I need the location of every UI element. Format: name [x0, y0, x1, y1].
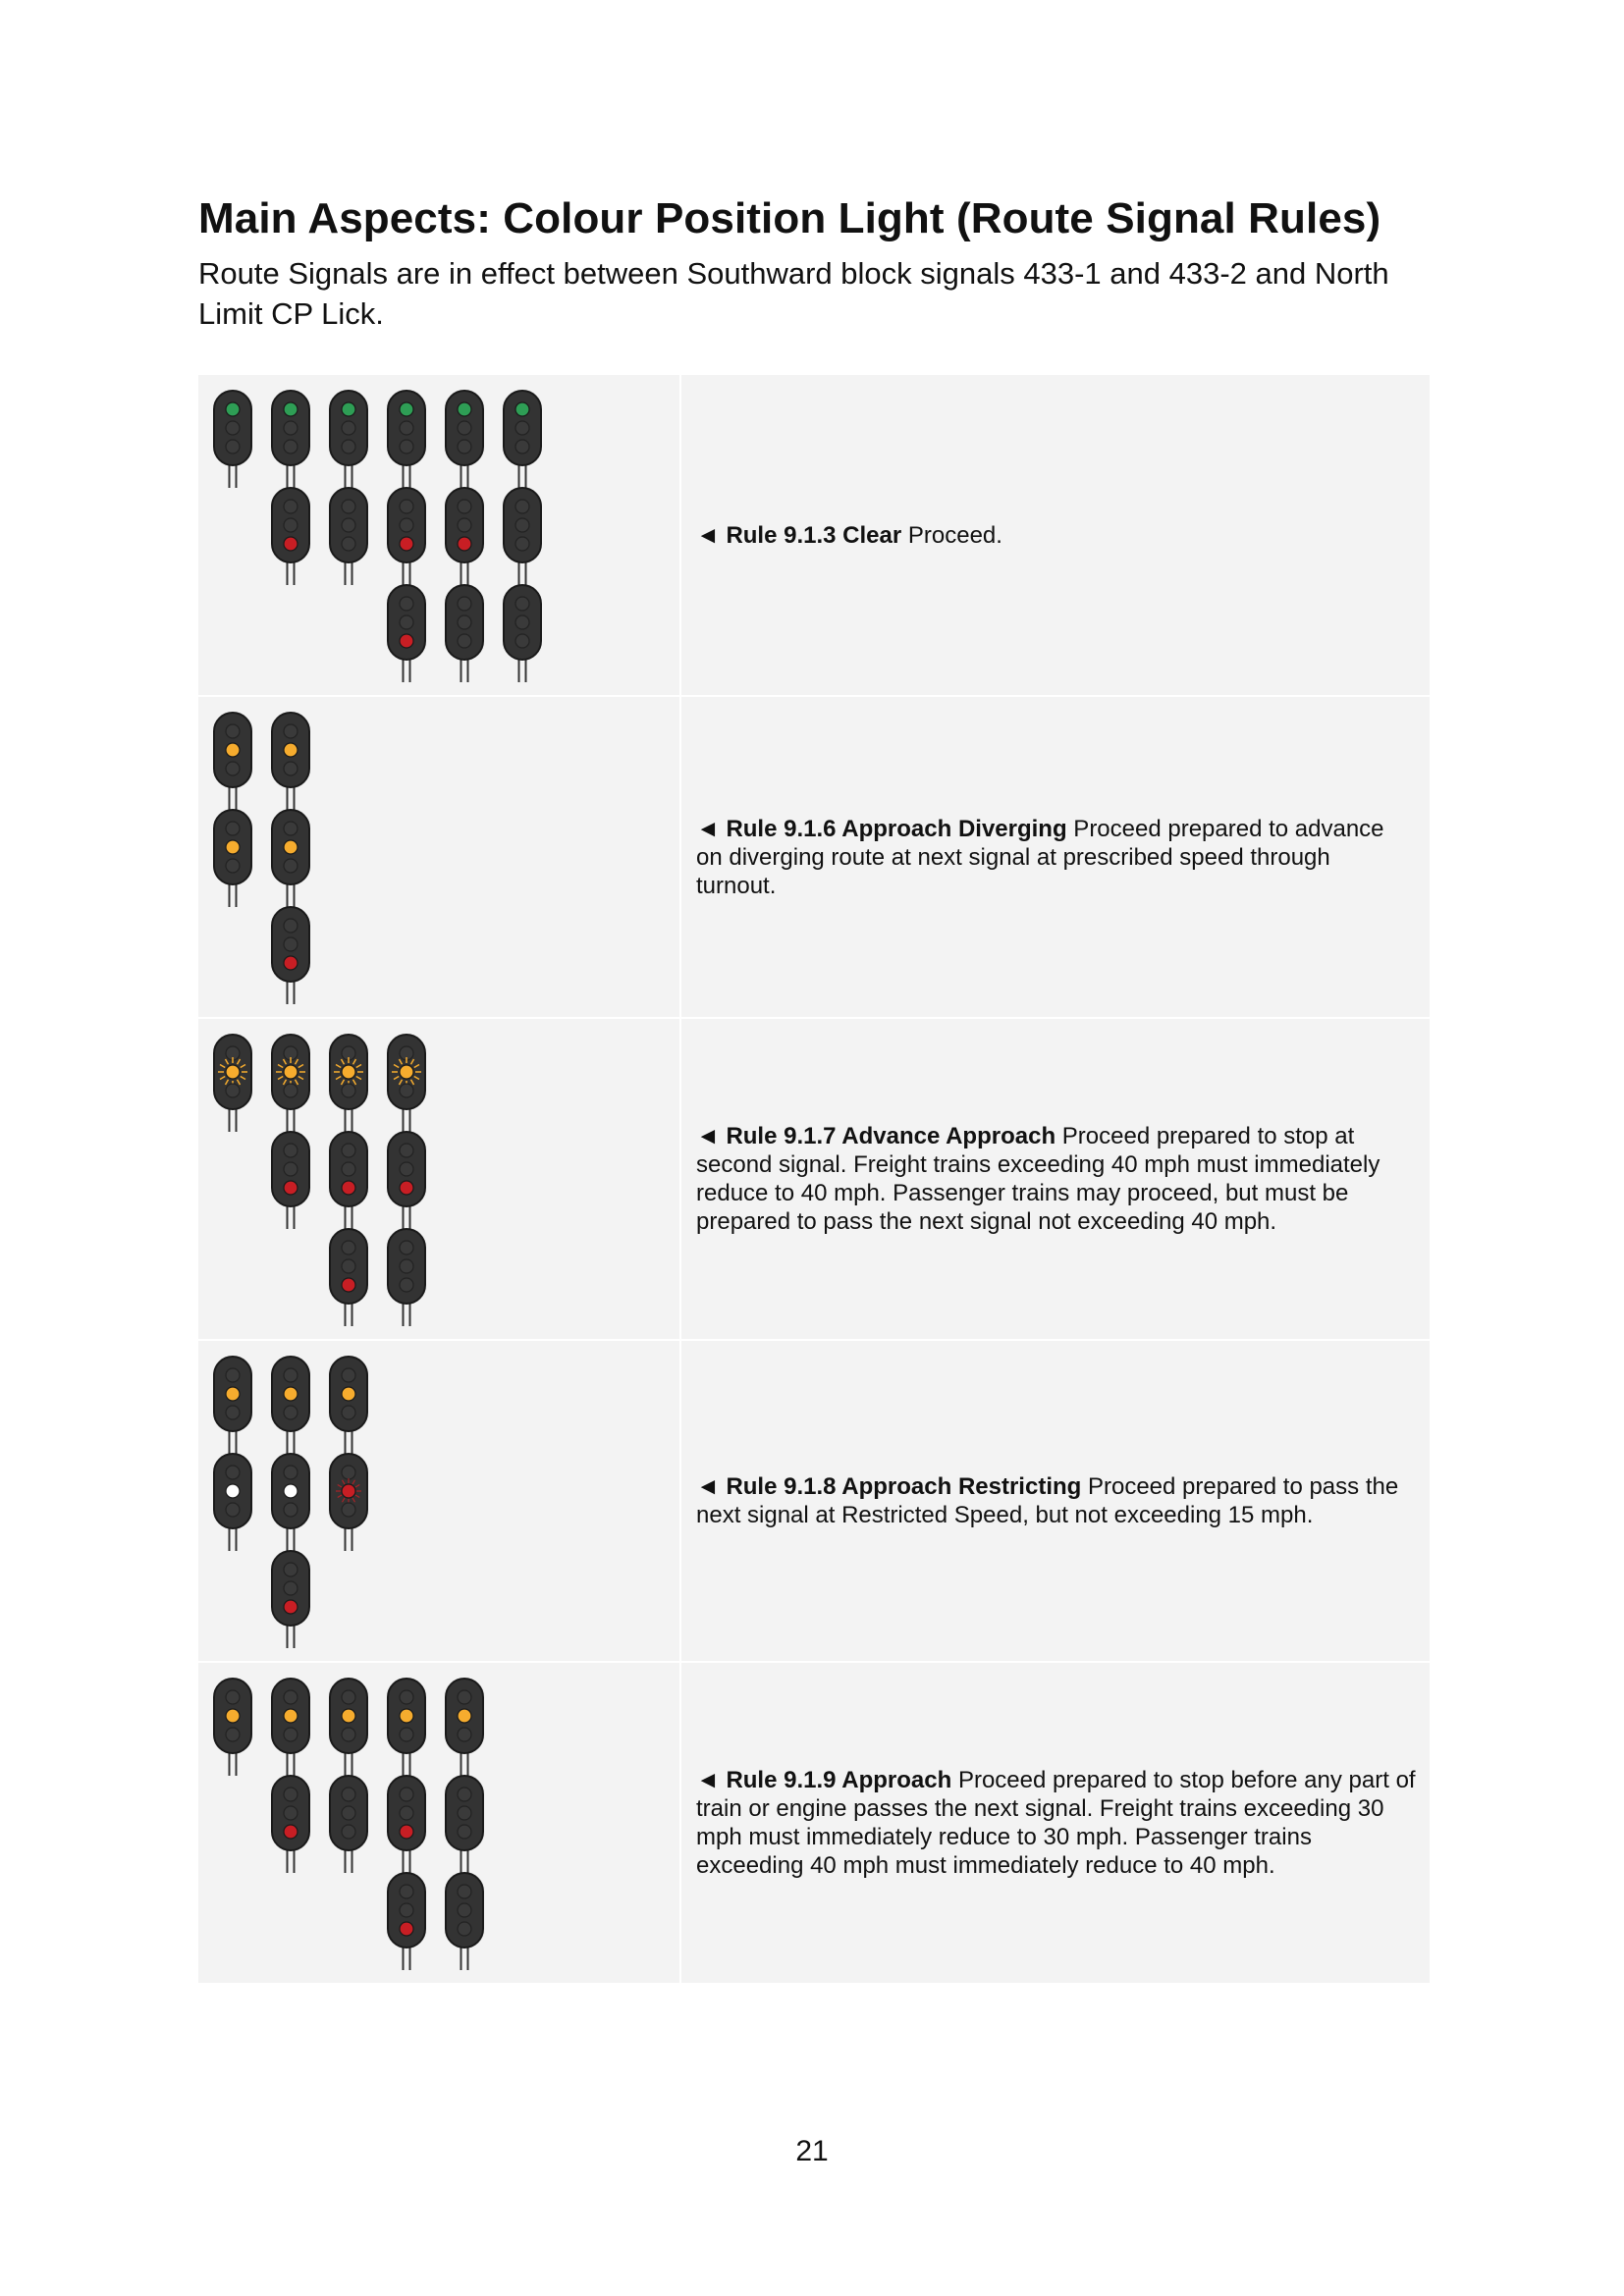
signal-lamp-lit	[458, 537, 471, 551]
signal-head	[504, 488, 541, 562]
signal-mast	[504, 391, 541, 682]
signal-diagram-cell	[198, 697, 681, 1017]
signal-lamp-off	[284, 762, 298, 775]
signal-lamp-off	[342, 1788, 355, 1801]
signal-head	[214, 810, 251, 884]
page-title: Main Aspects: Colour Position Light (Route Signal Rules)	[198, 194, 1381, 242]
signal-lamp-lit	[284, 1181, 298, 1195]
signal-lamp-off	[342, 537, 355, 551]
signal-lamp-lit	[400, 1922, 413, 1936]
rule-text: Proceed prepared to stop before any part of train or engine passes the next signal. Freight trains exceeding 30 mph must immediately reduce to 30 mph. Passenger trains exceeding 40 mph must immediately reduce to 40 mph.	[696, 1767, 1416, 1879]
signal-lamp-off	[226, 859, 240, 873]
signal-lamp-lit	[226, 402, 240, 416]
signal-mast	[214, 1357, 251, 1551]
signal-lamp-lit	[400, 1709, 413, 1723]
signal-lamp-off	[342, 1241, 355, 1255]
signal-lamp-off	[284, 1406, 298, 1419]
signal-lamp-off	[284, 518, 298, 532]
signal-aspects-diagram	[198, 1019, 679, 1339]
signal-lamp-off	[342, 1728, 355, 1741]
signal-head	[388, 391, 425, 465]
signal-lamp-off	[515, 518, 529, 532]
signal-lamp-off	[400, 1259, 413, 1273]
signal-head	[330, 1132, 367, 1206]
signal-lamp-off	[284, 500, 298, 513]
signal-lamp-lit	[284, 956, 298, 970]
signal-lamp-off	[226, 1368, 240, 1382]
signal-head	[214, 1357, 251, 1431]
rule-name: Rule 9.1.6 Approach Diverging	[726, 815, 1067, 842]
signal-lamp-off	[342, 421, 355, 435]
signal-head	[504, 585, 541, 660]
signal-mast	[272, 1035, 309, 1229]
signal-lamp-off	[284, 1368, 298, 1382]
signal-mast	[388, 1035, 425, 1326]
signal-head	[446, 1776, 483, 1850]
signal-head	[272, 1035, 309, 1109]
signal-head	[388, 585, 425, 660]
signal-head	[446, 585, 483, 660]
signal-head	[446, 1679, 483, 1753]
signal-lamp-lit	[226, 840, 240, 854]
signal-lamp-lit	[342, 1278, 355, 1292]
signal-lamp-lit	[400, 634, 413, 648]
signal-lamp-off	[342, 1259, 355, 1273]
signal-lamp-off	[458, 1903, 471, 1917]
signal-lamp-lit	[400, 537, 413, 551]
signal-mast	[272, 391, 309, 585]
signal-lamp-off	[342, 1144, 355, 1157]
signal-lamp-off	[284, 822, 298, 835]
signal-lamp-off	[400, 1241, 413, 1255]
signal-lamp-off	[458, 518, 471, 532]
signal-aspects-diagram	[198, 1663, 679, 1983]
signal-lamp-lit	[458, 402, 471, 416]
signal-head	[214, 713, 251, 787]
signal-lamp-off	[226, 1466, 240, 1479]
rule-name: Rule 9.1.3 Clear	[726, 521, 902, 549]
signal-head	[330, 488, 367, 562]
signal-lamp-off	[458, 1825, 471, 1839]
signal-aspects-diagram	[198, 697, 679, 1017]
signal-lamp-off	[342, 1368, 355, 1382]
signal-mast	[330, 1035, 367, 1326]
signal-head	[272, 1679, 309, 1753]
signal-head	[272, 810, 309, 884]
signal-mast	[214, 1679, 251, 1776]
signal-head	[446, 391, 483, 465]
rule-text: Proceed prepared to advance on diverging route at next signal at prescribed speed through turnout.	[696, 815, 1384, 899]
signal-lamp-off	[400, 1728, 413, 1741]
signal-lamp-off	[400, 518, 413, 532]
rule-description	[696, 1766, 1416, 1880]
signal-lamp-lit	[226, 1387, 240, 1401]
signal-lamp-off	[342, 1084, 355, 1097]
signal-diagram-cell	[198, 1663, 681, 1983]
signal-lamp-lit	[226, 1484, 240, 1498]
signal-mast	[272, 1679, 309, 1873]
signal-lamp-lit	[400, 1825, 413, 1839]
signal-lamp-lit	[458, 1709, 471, 1723]
signal-lamp-off	[342, 1806, 355, 1820]
signal-lamp-off	[226, 822, 240, 835]
signal-lamp-off	[515, 500, 529, 513]
signal-lamp-off	[458, 634, 471, 648]
page-subtitle: Route Signals are in effect between Southward block signals 433-1 and 433-2 and North Limit CP Lick.	[198, 256, 1389, 331]
signal-lamp-off	[284, 421, 298, 435]
signal-lamp-lit	[515, 402, 529, 416]
signal-lamp-off	[284, 1690, 298, 1704]
signal-lamp-lit	[342, 1484, 355, 1498]
signal-mast	[446, 1679, 483, 1970]
signal-head	[388, 1035, 425, 1109]
rule-name: Rule 9.1.7 Advance Approach	[726, 1123, 1056, 1149]
signal-lamp-off	[284, 1806, 298, 1820]
aspect-row-approach	[198, 1663, 1430, 1985]
rule-text: Proceed.	[901, 521, 1002, 549]
signal-lamp-lit	[342, 1709, 355, 1723]
signal-diagram-cell	[198, 1341, 681, 1661]
signal-mast	[388, 1679, 425, 1970]
signal-head	[388, 1776, 425, 1850]
signal-mast	[446, 391, 483, 682]
signal-lamp-off	[284, 937, 298, 951]
signal-lamp-lit	[400, 402, 413, 416]
signal-lamp-off	[342, 518, 355, 532]
signal-lamp-lit	[284, 1484, 298, 1498]
signal-mast	[214, 713, 251, 907]
signal-head	[330, 1357, 367, 1431]
signal-lamp-off	[400, 440, 413, 454]
rule-text: Proceed prepared to pass the next signal at Restricted Speed, but not exceeding 15 mph.	[696, 1473, 1399, 1528]
signal-lamp-off	[284, 1144, 298, 1157]
signal-head	[272, 713, 309, 787]
signal-lamp-off	[342, 1162, 355, 1176]
signal-lamp-off	[226, 440, 240, 454]
signal-head	[330, 1035, 367, 1109]
signal-lamp-off	[400, 421, 413, 435]
signal-lamp-lit	[342, 1181, 355, 1195]
signal-lamp-off	[226, 1503, 240, 1517]
signal-lamp-lit	[342, 1387, 355, 1401]
signal-mast	[330, 1679, 367, 1873]
signal-head	[272, 1357, 309, 1431]
signal-lamp-off	[400, 1885, 413, 1898]
signal-head	[214, 1679, 251, 1753]
aspect-table	[198, 375, 1430, 1985]
signal-lamp-lit	[226, 1065, 240, 1079]
signal-head	[214, 1035, 251, 1109]
signal-lamp-off	[400, 615, 413, 629]
signal-lamp-off	[284, 1581, 298, 1595]
signal-lamp-off	[400, 1084, 413, 1097]
signal-head	[214, 1454, 251, 1528]
signal-lamp-off	[342, 1825, 355, 1839]
signal-lamp-lit	[342, 1065, 355, 1079]
signal-lamp-off	[284, 1503, 298, 1517]
signal-lamp-off	[400, 1144, 413, 1157]
signal-lamp-lit	[284, 402, 298, 416]
rule-name: Rule 9.1.8 Approach Restricting	[726, 1473, 1082, 1500]
signal-mast	[330, 391, 367, 585]
signal-head	[330, 391, 367, 465]
rule-description-cell	[681, 1341, 1430, 1661]
signal-head	[330, 1679, 367, 1753]
signal-lamp-off	[284, 1084, 298, 1097]
signal-mast	[272, 1357, 309, 1648]
signal-head	[446, 1873, 483, 1948]
aspect-row-approach-restricting	[198, 1341, 1430, 1663]
rule-text: Proceed prepared to stop at second signal. Freight trains exceeding 40 mph must immediately reduce to 40 mph. Passenger trains may proceed, but must be prepared to pass the next signal not exceeding 40 mph.	[696, 1123, 1380, 1235]
signal-head	[330, 1454, 367, 1528]
signal-head	[272, 907, 309, 982]
signal-head	[388, 488, 425, 562]
signal-lamp-off	[284, 919, 298, 933]
signal-lamp-off	[284, 724, 298, 738]
signal-aspects-diagram	[198, 375, 679, 695]
aspect-row-clear	[198, 375, 1430, 697]
signal-lamp-off	[458, 615, 471, 629]
signal-lamp-off	[400, 1162, 413, 1176]
signal-lamp-off	[284, 1563, 298, 1576]
rule-description-cell	[681, 697, 1430, 1017]
signal-lamp-off	[515, 440, 529, 454]
signal-head	[272, 1551, 309, 1626]
signal-lamp-off	[226, 724, 240, 738]
signal-lamp-off	[400, 1903, 413, 1917]
page-number: 21	[795, 2135, 829, 2167]
signal-head	[330, 1229, 367, 1304]
signal-lamp-off	[284, 859, 298, 873]
signal-lamp-off	[458, 1788, 471, 1801]
signal-lamp-off	[284, 1788, 298, 1801]
signal-lamp-lit	[226, 743, 240, 757]
signal-lamp-off	[284, 440, 298, 454]
signal-lamp-lit	[284, 1600, 298, 1614]
signal-lamp-off	[342, 440, 355, 454]
signal-lamp-off	[226, 1084, 240, 1097]
signal-lamp-off	[400, 1806, 413, 1820]
signal-lamp-off	[284, 1728, 298, 1741]
signal-lamp-lit	[284, 537, 298, 551]
signal-head	[388, 1229, 425, 1304]
rule-description-cell	[681, 375, 1430, 695]
signal-lamp-off	[458, 1690, 471, 1704]
signal-head	[388, 1679, 425, 1753]
signal-head	[272, 1454, 309, 1528]
signal-lamp-lit	[342, 402, 355, 416]
signal-head	[388, 1132, 425, 1206]
rule-description	[696, 1472, 1416, 1529]
signal-diagram-cell	[198, 375, 681, 695]
rule-description-cell	[681, 1663, 1430, 1983]
signal-lamp-off	[400, 500, 413, 513]
signal-lamp-off	[515, 537, 529, 551]
signal-mast	[272, 713, 309, 1004]
rule-marker: ◄	[696, 521, 720, 549]
signal-lamp-lit	[400, 1065, 413, 1079]
aspect-row-advance-approach	[198, 1019, 1430, 1341]
signal-mast	[330, 1357, 367, 1551]
signal-mast	[388, 391, 425, 682]
signal-lamp-off	[342, 1406, 355, 1419]
signal-lamp-off	[342, 1503, 355, 1517]
signal-lamp-off	[284, 1466, 298, 1479]
signal-lamp-lit	[284, 840, 298, 854]
signal-lamp-off	[515, 615, 529, 629]
signal-lamp-off	[400, 1690, 413, 1704]
signal-lamp-off	[342, 500, 355, 513]
rule-description	[696, 1122, 1416, 1236]
signal-lamp-off	[400, 1278, 413, 1292]
signal-lamp-lit	[284, 1825, 298, 1839]
rule-marker: ◄	[696, 1473, 720, 1500]
rule-marker: ◄	[696, 1767, 720, 1793]
rule-description	[696, 521, 1002, 550]
signal-head	[388, 1873, 425, 1948]
signal-lamp-off	[515, 634, 529, 648]
signal-lamp-lit	[284, 1065, 298, 1079]
signal-lamp-lit	[284, 743, 298, 757]
signal-lamp-off	[284, 1162, 298, 1176]
signal-lamp-lit	[284, 1709, 298, 1723]
rule-marker: ◄	[696, 1123, 720, 1149]
signal-lamp-off	[226, 1406, 240, 1419]
signal-lamp-off	[342, 1466, 355, 1479]
signal-lamp-off	[458, 1922, 471, 1936]
signal-head	[330, 1776, 367, 1850]
rule-name: Rule 9.1.9 Approach	[726, 1767, 952, 1793]
rule-description	[696, 815, 1416, 900]
signal-lamp-off	[458, 1806, 471, 1820]
signal-head	[504, 391, 541, 465]
signal-lamp-off	[515, 597, 529, 611]
signal-aspects-diagram	[198, 1341, 679, 1661]
signal-lamp-off	[458, 1728, 471, 1741]
signal-mast	[214, 1035, 251, 1132]
signal-lamp-off	[226, 1728, 240, 1741]
signal-lamp-off	[458, 440, 471, 454]
signal-diagram-cell	[198, 1019, 681, 1339]
signal-lamp-off	[400, 1788, 413, 1801]
signal-lamp-off	[226, 421, 240, 435]
signal-mast	[214, 391, 251, 488]
signal-lamp-off	[515, 421, 529, 435]
signal-lamp-lit	[400, 1181, 413, 1195]
signal-lamp-lit	[284, 1387, 298, 1401]
signal-lamp-off	[458, 1885, 471, 1898]
signal-lamp-off	[226, 762, 240, 775]
signal-head	[446, 488, 483, 562]
signal-head	[272, 391, 309, 465]
signal-lamp-off	[400, 597, 413, 611]
signal-lamp-off	[458, 500, 471, 513]
signal-head	[272, 488, 309, 562]
signal-lamp-off	[342, 1690, 355, 1704]
rule-marker: ◄	[696, 815, 720, 842]
signal-head	[214, 391, 251, 465]
signal-lamp-off	[226, 1690, 240, 1704]
signal-lamp-lit	[226, 1709, 240, 1723]
signal-head	[272, 1776, 309, 1850]
signal-lamp-off	[458, 421, 471, 435]
signal-head	[272, 1132, 309, 1206]
rule-description-cell	[681, 1019, 1430, 1339]
aspect-row-approach-diverging	[198, 697, 1430, 1019]
signal-lamp-off	[458, 597, 471, 611]
